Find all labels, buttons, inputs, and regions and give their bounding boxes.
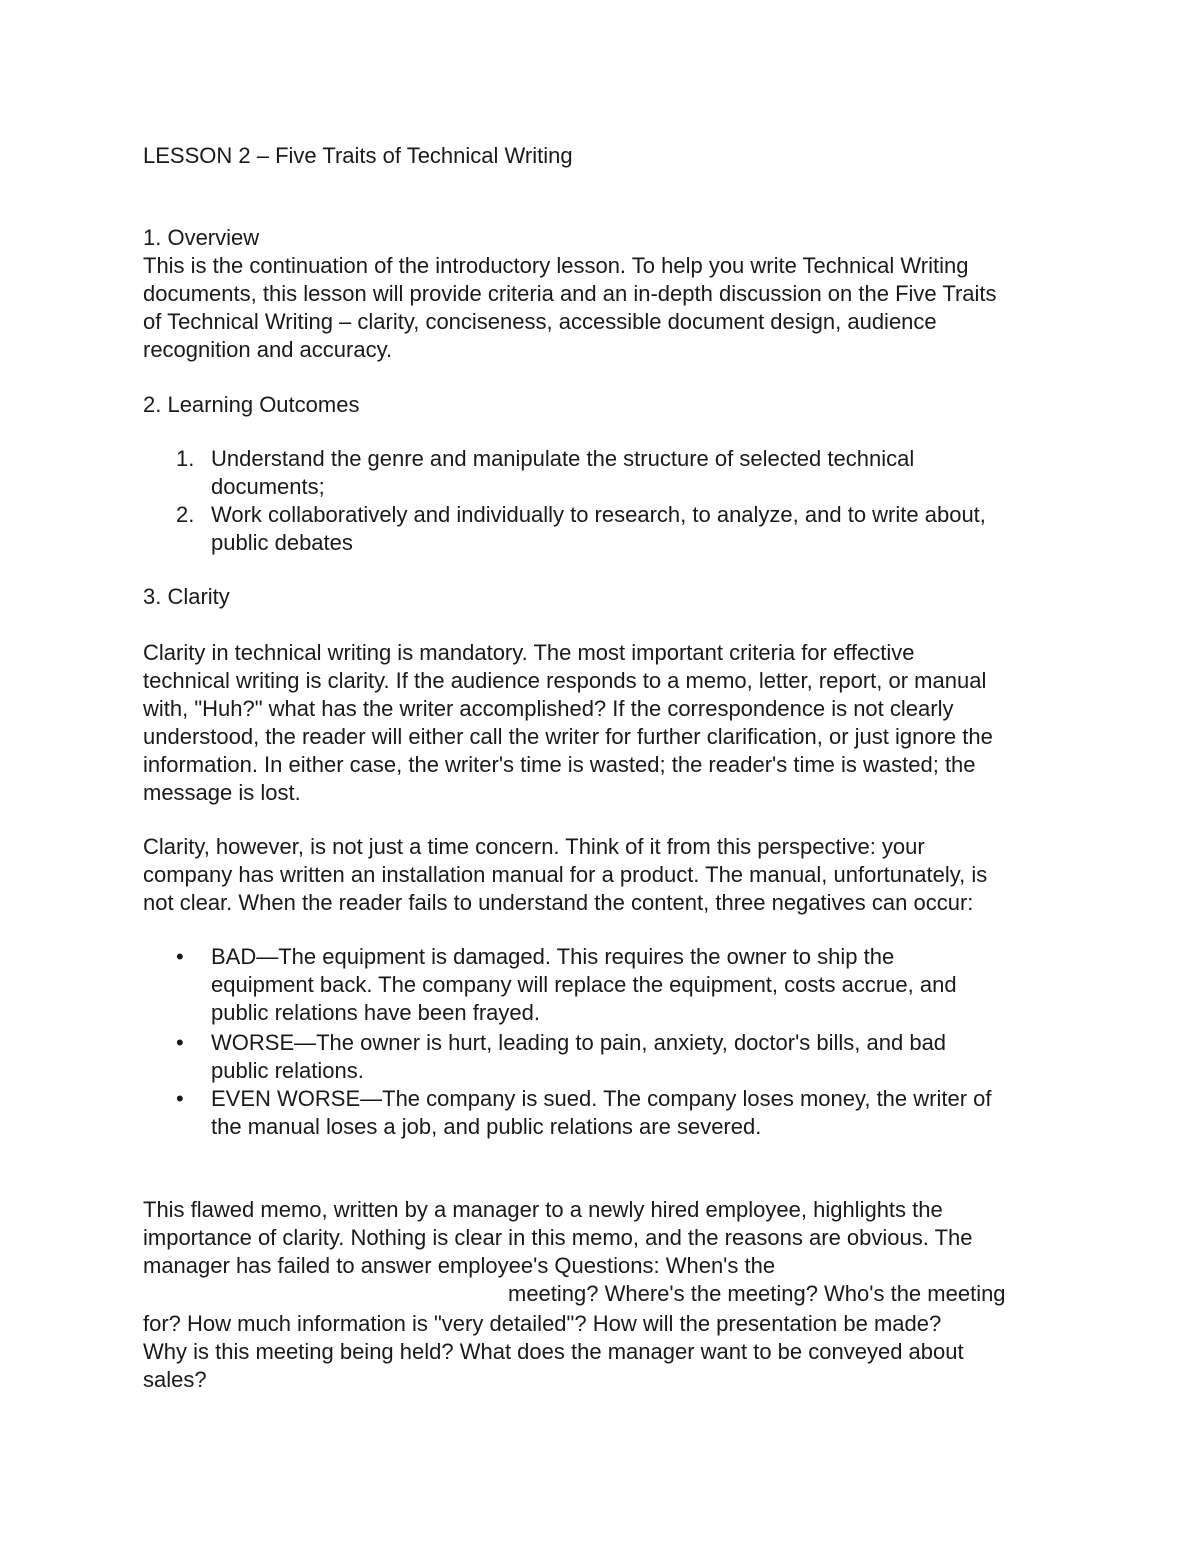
overview-line: documents, this lesson will provide criteria and an in-depth discussion on the Five Traits (143, 281, 997, 306)
overview-heading: 1. Overview (143, 225, 260, 250)
bullet-line: EVEN WORSE—The company is sued. The company loses money, the writer of (211, 1086, 992, 1111)
bullet-marker: • (176, 1030, 184, 1055)
bullet-marker: • (176, 1086, 184, 1111)
bullet-line: equipment back. The company will replace the equipment, costs accrue, and (211, 972, 957, 997)
list-number: 2. (176, 502, 195, 527)
bullet-line: the manual loses a job, and public relations are severed. (211, 1114, 762, 1139)
lesson-title: LESSON 2 – Five Traits of Technical Writing (143, 143, 573, 168)
memo-paragraph-line: manager has failed to answer employee's Questions: When's the (143, 1253, 776, 1278)
memo-paragraph-line: Why is this meeting being held? What does the manager want to be conveyed about (143, 1339, 964, 1364)
clarity-paragraph-line: with, "Huh?" what has the writer accomplished? If the correspondence is not clearly (143, 696, 954, 721)
bullet-line: BAD—The equipment is damaged. This requires the owner to ship the (211, 944, 895, 969)
clarity-heading: 3. Clarity (143, 584, 230, 609)
outcome-line: Work collaboratively and individually to research, to analyze, and to write about, (211, 502, 986, 527)
outcomes-heading: 2. Learning Outcomes (143, 392, 360, 417)
outcome-line: public debates (211, 530, 353, 555)
clarity-paragraph-line: information. In either case, the writer's time is wasted; the reader's time is wasted; the (143, 752, 976, 777)
clarity-paragraph-line: message is lost. (143, 780, 301, 805)
bullet-marker: • (176, 944, 184, 969)
memo-paragraph-line: meeting? Where's the meeting? Who's the meeting (508, 1281, 1006, 1306)
overview-line: recognition and accuracy. (143, 337, 393, 362)
memo-paragraph-line: importance of clarity. Nothing is clear in this memo, and the reasons are obvious. The (143, 1225, 973, 1250)
list-number: 1. (176, 446, 195, 471)
clarity-paragraph-line: company has written an installation manual for a product. The manual, unfortunately, is (143, 862, 988, 887)
clarity-paragraph-line: understood, the reader will either call the writer for further clarification, or just ignore the (143, 724, 993, 749)
overview-line: of Technical Writing – clarity, conciseness, accessible document design, audience (143, 309, 937, 334)
bullet-line: public relations. (211, 1058, 364, 1083)
memo-paragraph-line: This flawed memo, written by a manager to a newly hired employee, highlights the (143, 1197, 943, 1222)
outcome-line: documents; (211, 474, 325, 499)
memo-paragraph-line: sales? (143, 1367, 207, 1392)
clarity-paragraph-line: Clarity in technical writing is mandatory. The most important criteria for effective (143, 640, 915, 665)
clarity-paragraph-line: Clarity, however, is not just a time concern. Think of it from this perspective: your (143, 834, 925, 859)
memo-paragraph-line: for? How much information is "very detailed"? How will the presentation be made? (143, 1311, 942, 1336)
clarity-paragraph-line: technical writing is clarity. If the audience responds to a memo, letter, report, or manual (143, 668, 987, 693)
outcome-line: Understand the genre and manipulate the structure of selected technical (211, 446, 915, 471)
overview-line: This is the continuation of the introductory lesson. To help you write Technical Writing (143, 253, 969, 278)
bullet-line: WORSE—The owner is hurt, leading to pain, anxiety, doctor's bills, and bad (211, 1030, 947, 1055)
clarity-paragraph-line: not clear. When the reader fails to understand the content, three negatives can occur: (143, 890, 974, 915)
bullet-line: public relations have been frayed. (211, 1000, 540, 1025)
